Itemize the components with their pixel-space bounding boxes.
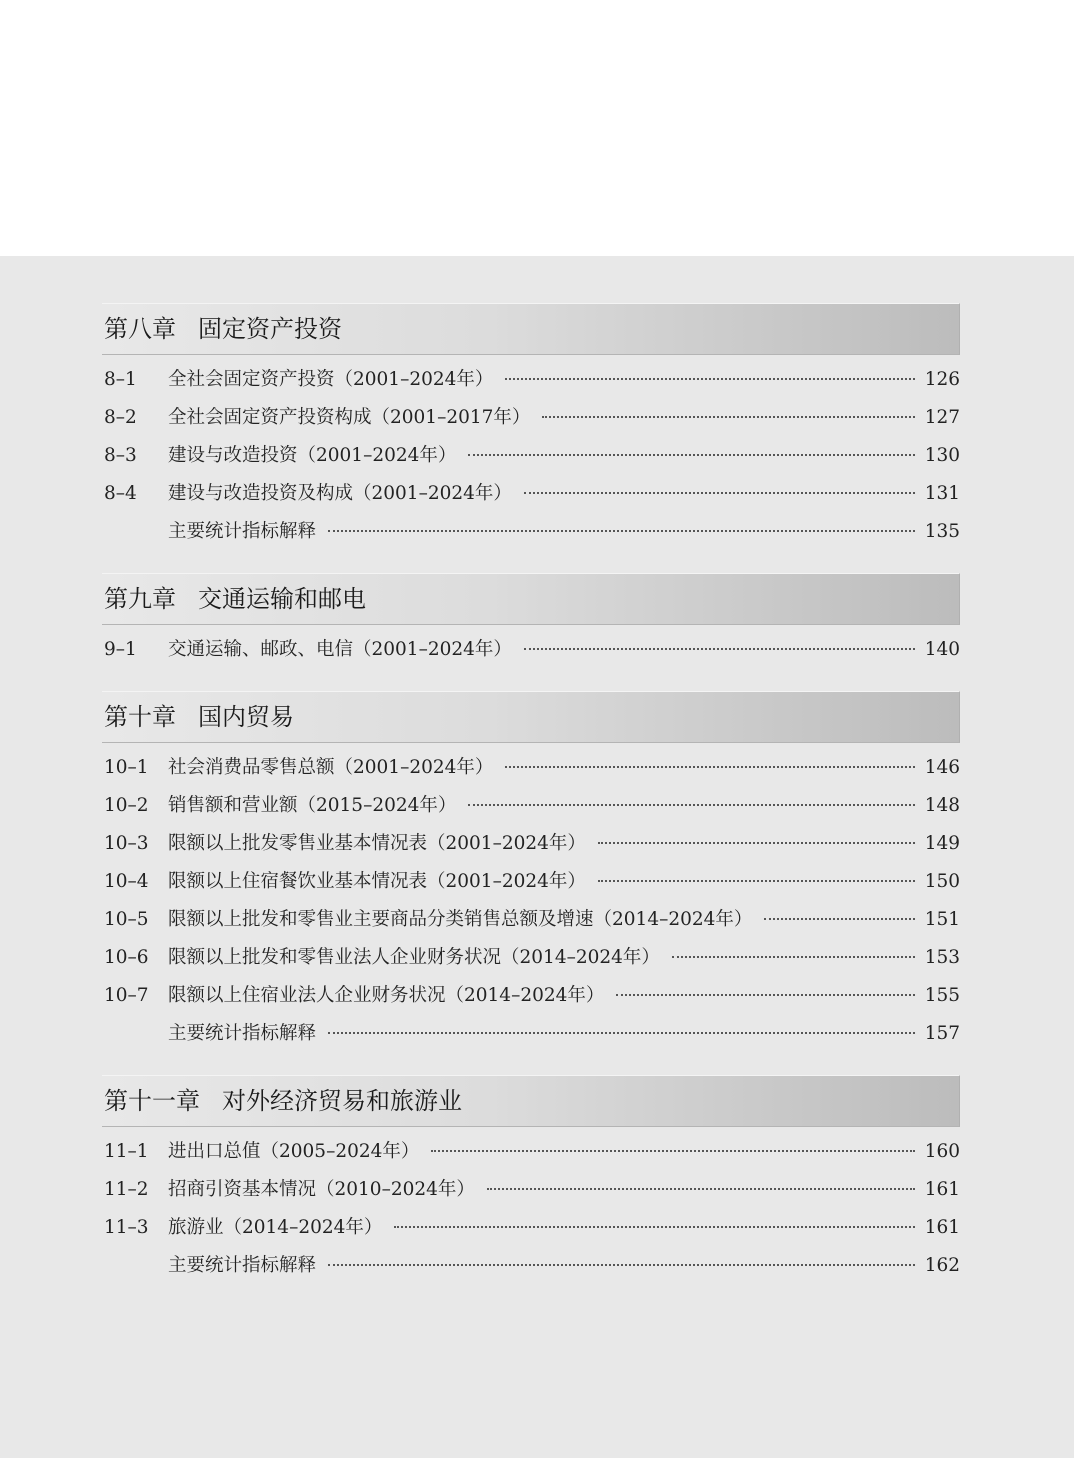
entry-number: 9–1 [104,639,137,660]
chapter-label: 第十一章 [104,1087,200,1115]
dot-leader [328,1264,915,1266]
dot-leader [672,956,915,958]
toc-entry[interactable] [102,749,960,787]
chapter-label: 第十章 [104,703,176,731]
dot-leader [468,454,914,456]
dot-leader [468,804,914,806]
entry-page: 162 [924,1255,960,1276]
dot-leader [524,492,915,494]
entry-title: 旅游业（2014–2024年） [168,1217,383,1238]
chapter-8 [102,303,960,551]
dot-leader [505,766,914,768]
entry-number: 11–2 [104,1179,149,1200]
dot-leader [524,648,915,650]
entry-number: 10–7 [104,985,149,1006]
chapter-title: 对外经济贸易和旅游业 [222,1087,462,1115]
entry-title: 招商引资基本情况（2010–2024年） [168,1179,475,1200]
dot-leader [505,378,914,380]
entry-title: 建设与改造投资（2001–2024年） [168,445,457,466]
entry-page: 140 [924,639,960,660]
dot-leader [431,1150,914,1152]
entry-number: 10–6 [104,947,149,968]
dot-leader [328,1032,915,1034]
entry-title: 限额以上批发零售业基本情况表（2001–2024年） [168,833,586,854]
chapter-header [102,303,960,355]
entry-title: 全社会固定资产投资（2001–2024年） [168,369,494,390]
entry-page: 148 [924,795,960,816]
table-of-contents [102,303,960,1307]
chapter-11 [102,1075,960,1285]
entry-title: 限额以上批发和零售业法人企业财务状况（2014–2024年） [168,947,660,968]
entry-number: 10–4 [104,871,149,892]
entry-page: 160 [924,1141,960,1162]
toc-entry[interactable] [102,1209,960,1247]
toc-entry[interactable] [102,863,960,901]
entry-number: 10–2 [104,795,149,816]
entry-number: 8–2 [104,407,137,428]
entry-number: 10–5 [104,909,149,930]
chapter-label: 第八章 [104,315,176,343]
entry-number: 10–1 [104,757,149,778]
entry-title: 交通运输、邮政、电信（2001–2024年） [168,639,512,660]
entry-page: 151 [924,909,960,930]
toc-entry[interactable] [102,437,960,475]
toc-entry[interactable] [102,901,960,939]
chapter-header [102,1075,960,1127]
toc-entry[interactable] [102,513,960,551]
entry-page: 161 [924,1217,960,1238]
entry-title: 主要统计指标解释 [168,1255,317,1276]
entry-page: 155 [924,985,960,1006]
entry-title: 主要统计指标解释 [168,521,317,542]
dot-leader [487,1188,915,1190]
entry-title: 主要统计指标解释 [168,1023,317,1044]
chapter-10 [102,691,960,1053]
dot-leader [616,994,914,996]
entry-page: 153 [924,947,960,968]
entry-number: 11–1 [104,1141,149,1162]
chapter-title: 国内贸易 [198,703,294,731]
entry-title: 限额以上住宿餐饮业基本情况表（2001–2024年） [168,871,586,892]
entry-page: 146 [924,757,960,778]
entry-title: 限额以上住宿业法人企业财务状况（2014–2024年） [168,985,605,1006]
toc-entry[interactable] [102,631,960,669]
chapter-header [102,691,960,743]
entry-page: 161 [924,1179,960,1200]
toc-entry[interactable] [102,399,960,437]
toc-entry[interactable] [102,361,960,399]
page-top-blank-area [0,0,1074,256]
entry-page: 130 [924,445,960,466]
entry-page: 157 [924,1023,960,1044]
dot-leader [598,842,915,844]
chapter-title: 固定资产投资 [198,315,342,343]
entry-page: 127 [924,407,960,428]
toc-entry[interactable] [102,939,960,977]
entry-title: 建设与改造投资及构成（2001–2024年） [168,483,512,504]
toc-entry[interactable] [102,1171,960,1209]
entry-page: 126 [924,369,960,390]
toc-entry[interactable] [102,1015,960,1053]
entry-page: 135 [924,521,960,542]
chapter-label: 第九章 [104,585,176,613]
chapter-header [102,573,960,625]
dot-leader [598,880,915,882]
toc-entry[interactable] [102,977,960,1015]
dot-leader [394,1226,914,1228]
entry-title: 销售额和营业额（2015–2024年） [168,795,457,816]
entry-title: 进出口总值（2005–2024年） [168,1141,420,1162]
entry-page: 149 [924,833,960,854]
toc-entry[interactable] [102,787,960,825]
entry-number: 8–4 [104,483,137,504]
entry-title: 全社会固定资产投资构成（2001–2017年） [168,407,531,428]
toc-entry[interactable] [102,825,960,863]
dot-leader [764,918,914,920]
chapter-title: 交通运输和邮电 [198,585,366,613]
entry-page: 131 [924,483,960,504]
toc-entry[interactable] [102,1133,960,1171]
dot-leader [542,416,914,418]
entry-title: 社会消费品零售总额（2001–2024年） [168,757,494,778]
entry-number: 8–3 [104,445,137,466]
dot-leader [328,530,915,532]
entry-number: 10–3 [104,833,149,854]
entry-title: 限额以上批发和零售业主要商品分类销售总额及增速（2014–2024年） [168,909,753,930]
toc-entry[interactable] [102,1247,960,1285]
entry-number: 8–1 [104,369,137,390]
toc-entry[interactable] [102,475,960,513]
chapter-9 [102,573,960,669]
entry-number: 11–3 [104,1217,149,1238]
entry-page: 150 [924,871,960,892]
